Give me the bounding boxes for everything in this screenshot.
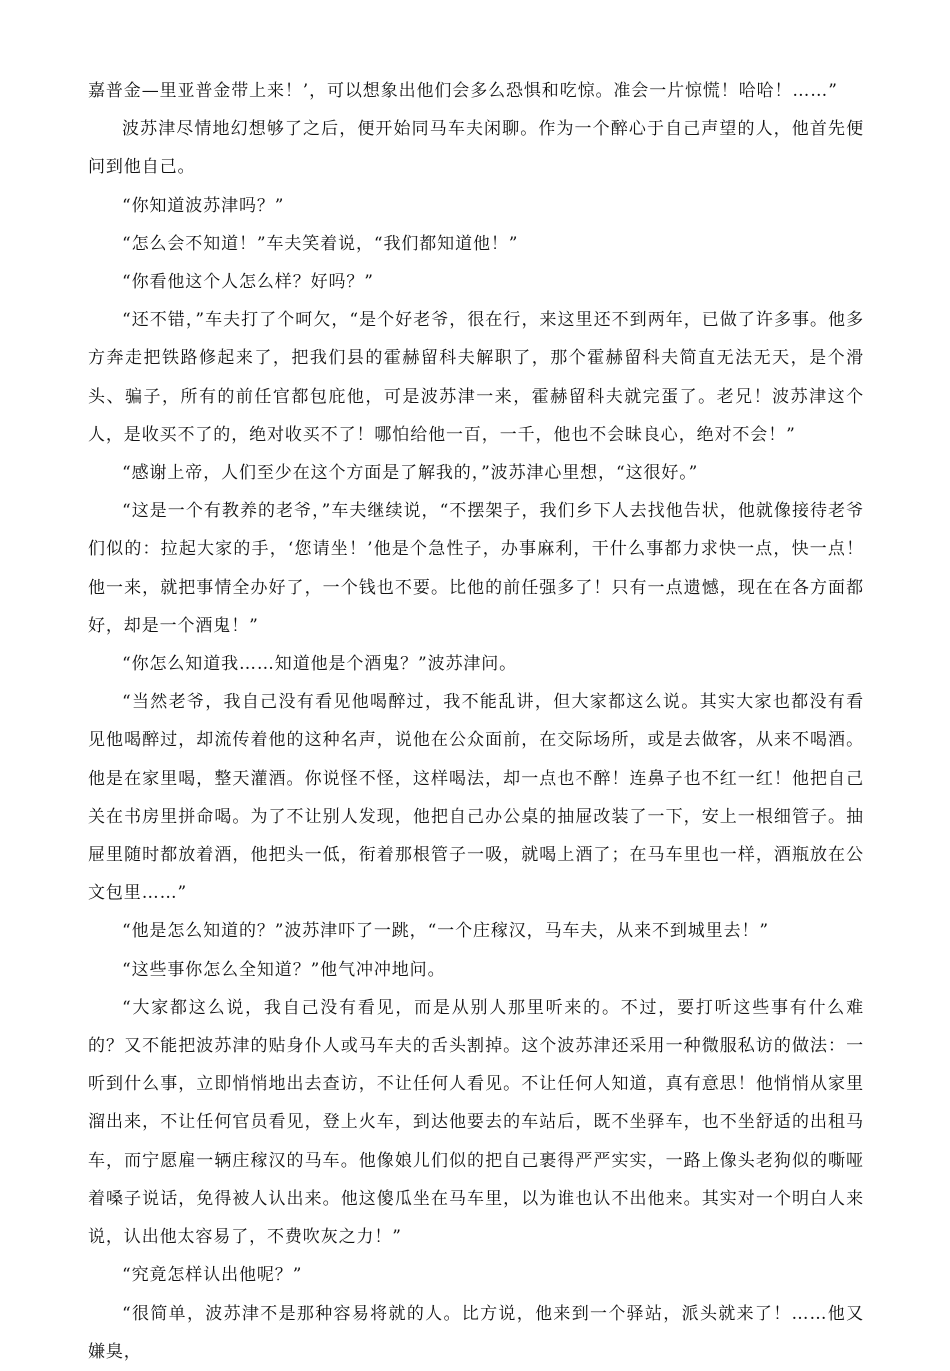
paragraph: “你知道波苏津吗？” [122, 195, 285, 216]
paragraph: 波苏津尽情地幻想够了之后，便开始同马车夫闲聊。作为一个醉心于自己声望的人，他首先便问到他自己。 [88, 119, 864, 178]
paragraph: “感谢上帝，人们至少在这个方面是了解我的，”波苏津心里想，“这很好。” [122, 463, 699, 484]
paragraph: “还不错，”车夫打了个呵欠，“是个好老爷，很在行，来这里还不到两年，已做了许多事。他多方奔走把铁路修起来了，把我们县的霍赫留科夫解职了，那个霍赫留科夫简直无法无天，是个滑头、骗子，所有的前任官都包庇他，可是波苏津一来，霍赫留科夫就完蛋了。老兄！波苏津这个人，是收买不了的，绝对收买不了！哪怕给他一百，一千，他也不会昧良心，绝对不会！” [88, 310, 864, 445]
paragraph: “你看他这个人怎么样？好吗？” [122, 272, 374, 293]
body-text [88, 72, 864, 1371]
paragraph: “当然老爷，我自己没有看见他喝醉过，我不能乱讲，但大家都这么说。其实大家也都没有看见他喝醉过，却流传着他的这种名声，说他在公众面前，在交际场所，或是去做客，从来不喝酒。他是在家里喝，整天灌酒。你说怪不怪，这样喝法，却一点也不醉！连鼻子也不红一红！他把自己关在书房里拼命喝。为了不让别人发现，他把自己办公桌的抽屉改装了一下，安上一根细管子。抽屉里随时都放着酒，他把头一低，衔着那根管子一吸，就喝上酒了；在马车里也一样，酒瓶放在公文包里……” [88, 692, 864, 904]
paragraph: “怎么会不知道！”车夫笑着说，“我们都知道他！” [122, 233, 519, 254]
paragraph: “这是一个有教养的老爷，”车夫继续说，“不摆架子，我们乡下人去找他告状，他就像接待老爷们似的：拉起大家的手，‘您请坐！’他是个急性子，办事麻利，干什么事都力求快一点，快一点！他一来，就把事情全办好了，一个钱也不要。比他的前任强多了！只有一点遗憾，现在在各方面都好，却是一个酒鬼！” [88, 501, 864, 636]
paragraph: “究竟怎样认出他呢？” [122, 1265, 303, 1286]
paragraph: “大家都这么说，我自己没有看见，而是从别人那里听来的。不过，要打听这些事有什么难的？又不能把波苏津的贴身仆人或马车夫的舌头割掉。这个波苏津还采用一种微服私访的做法：一听到什么事，立即悄悄地出去查访，不让任何人看见。不让任何人知道，真有意思！他悄悄从家里溜出来，不让任何官员看见，登上火车，到达他要去的车站后，既不坐驿车，也不坐舒适的出租马车，而宁愿雇一辆庄稼汉的马车。他像娘儿们似的把自己裹得严严实实，一路上像头老狗似的嘶哑着嗓子说话，免得被人认出来。他这傻瓜坐在马车里，以为谁也认不出他来。其实对一个明白人来说，认出他太容易了，不费吹灰之力！” [88, 997, 864, 1248]
paragraph: “他是怎么知道的？”波苏津吓了一跳，“一个庄稼汉，马车夫，从来不到城里去！” [122, 921, 769, 942]
paragraph: “你怎么知道我……知道他是个酒鬼？”波苏津问。 [122, 654, 518, 675]
paragraph: “很简单，波苏津不是那种容易将就的人。比方说，他来到一个驿站，派头就来了！……他又嫌臭， [88, 1303, 864, 1362]
paragraph: “这些事你怎么全知道？”他气冲冲地问。 [122, 959, 446, 980]
paragraph-continuation: 嘉普金—里亚普金带上来！’，可以想象出他们会多么恐惧和吃惊。准会一片惊慌！哈哈！……” [88, 81, 838, 101]
